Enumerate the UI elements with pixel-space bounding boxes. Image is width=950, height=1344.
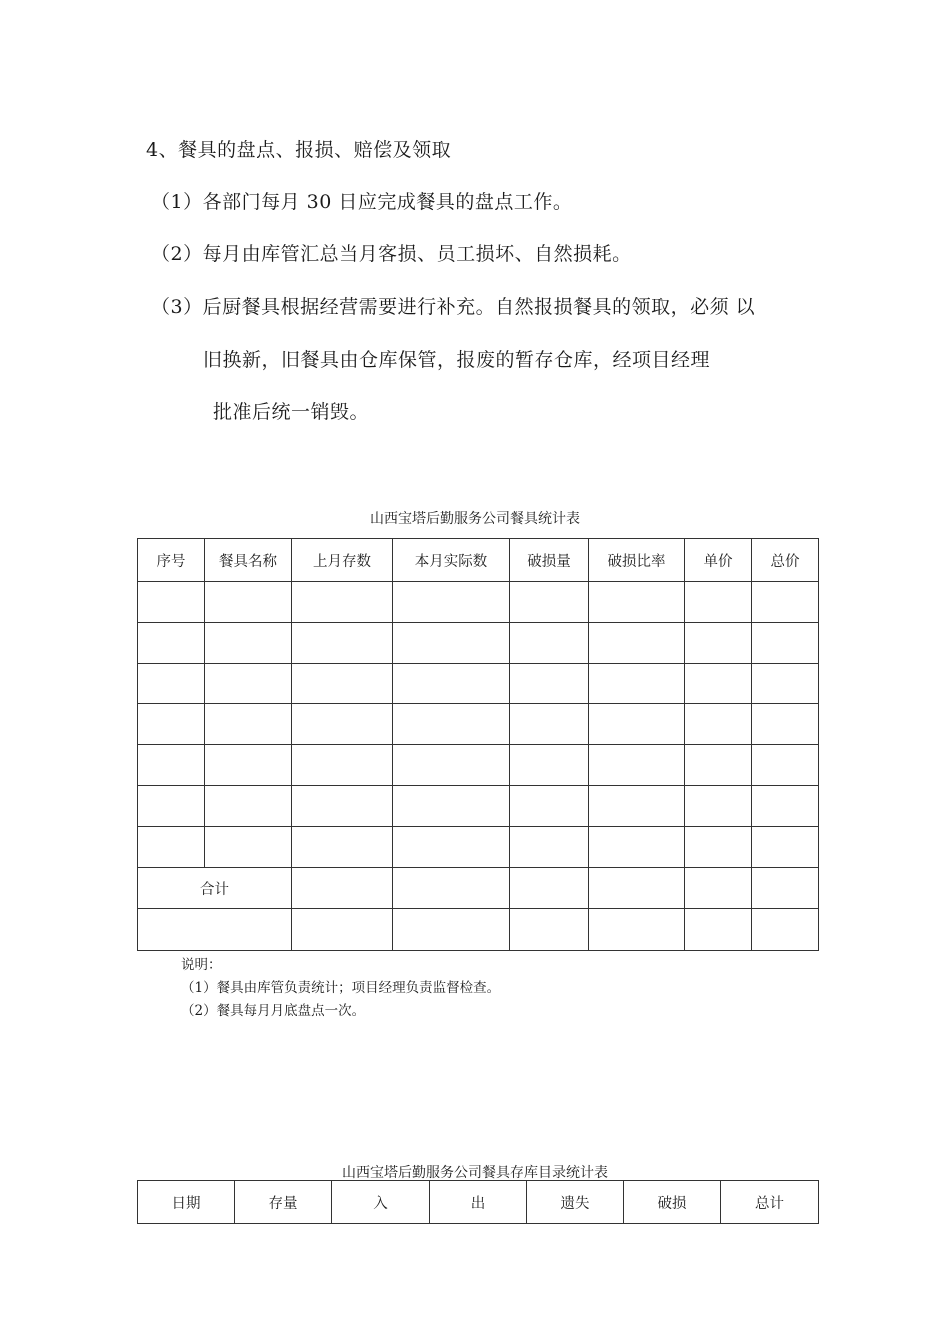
header-cell: 出 — [430, 1181, 527, 1224]
table-cell[interactable] — [393, 582, 510, 623]
section-item-3: （3）后厨餐具根据经营需要进行补充。自然报损餐具的领取，必须 以 — [151, 296, 756, 318]
table-cell[interactable] — [589, 664, 685, 704]
table-cell[interactable] — [752, 868, 819, 909]
table-cell[interactable] — [752, 623, 819, 664]
table-cell[interactable] — [589, 786, 685, 827]
section-item-3-line-3: 批准后统一销毁。 — [213, 401, 370, 423]
header-cell: 上月存数 — [292, 539, 393, 582]
table-cell[interactable] — [685, 827, 752, 868]
table-cell[interactable] — [138, 664, 205, 704]
table-cell[interactable] — [393, 623, 510, 664]
table-cell[interactable] — [589, 909, 685, 951]
table-cell[interactable] — [510, 909, 589, 951]
table-cell[interactable] — [205, 704, 292, 745]
section-item-3-line-2: 旧换新，旧餐具由仓库保管，报废的暂存仓库，经项目经理 — [203, 349, 711, 371]
table-cell[interactable] — [510, 664, 589, 704]
table-cell[interactable] — [752, 909, 819, 951]
header-cell: 存量 — [235, 1181, 332, 1224]
table-cell[interactable] — [685, 623, 752, 664]
table-header-row — [138, 539, 819, 582]
table-row — [138, 704, 819, 745]
table-cell[interactable] — [685, 868, 752, 909]
table-cell[interactable] — [752, 827, 819, 868]
table-cell[interactable] — [205, 786, 292, 827]
header-cell: 入 — [332, 1181, 430, 1224]
table-row — [138, 909, 819, 951]
table-cell[interactable] — [510, 582, 589, 623]
table1-title: 山西宝塔后勤服务公司餐具统计表 — [370, 511, 580, 527]
table-row — [138, 664, 819, 704]
section-item-2: （2）每月由库管汇总当月客损、员工损坏、自然损耗。 — [151, 243, 632, 265]
table-cell[interactable] — [752, 704, 819, 745]
tableware-stats-table — [137, 538, 819, 951]
header-cell: 遗失 — [527, 1181, 624, 1224]
table-cell[interactable] — [685, 704, 752, 745]
header-cell: 序号 — [138, 539, 205, 582]
table-cell[interactable] — [752, 786, 819, 827]
table-cell[interactable] — [292, 582, 393, 623]
header-cell: 餐具名称 — [205, 539, 292, 582]
table-cell[interactable] — [138, 704, 205, 745]
table-cell[interactable] — [138, 582, 205, 623]
table-cell[interactable] — [510, 827, 589, 868]
table-cell[interactable] — [138, 786, 205, 827]
table-cell[interactable] — [393, 909, 510, 951]
table-cell[interactable] — [205, 827, 292, 868]
notes-heading: 说明： — [181, 957, 222, 973]
table-cell[interactable] — [205, 664, 292, 704]
table-cell[interactable] — [393, 827, 510, 868]
table-cell[interactable] — [589, 827, 685, 868]
inventory-catalog-table — [137, 1180, 819, 1224]
section-heading: 4、餐具的盘点、报损、赔偿及领取 — [146, 139, 452, 161]
table-cell[interactable] — [138, 745, 205, 786]
header-cell: 总计 — [721, 1181, 819, 1224]
table-cell[interactable] — [393, 868, 510, 909]
table2-title: 山西宝塔后勤服务公司餐具存库目录统计表 — [342, 1165, 608, 1181]
table-cell[interactable] — [205, 623, 292, 664]
table-cell[interactable] — [752, 745, 819, 786]
note-item-1: （1）餐具由库管负责统计；项目经理负责监督检查。 — [181, 980, 501, 996]
table-cell[interactable] — [292, 786, 393, 827]
header-cell: 本月实际数 — [393, 539, 510, 582]
table-cell[interactable] — [510, 868, 589, 909]
note-item-2: （2）餐具每月月底盘点一次。 — [181, 1003, 366, 1019]
table-cell[interactable] — [752, 582, 819, 623]
table-cell[interactable] — [685, 909, 752, 951]
table-cell[interactable] — [393, 745, 510, 786]
table-cell[interactable] — [292, 745, 393, 786]
header-cell: 破损 — [624, 1181, 721, 1224]
table-cell[interactable] — [589, 704, 685, 745]
section-item-1: （1）各部门每月 30 日应完成餐具的盘点工作。 — [151, 191, 573, 213]
table-cell[interactable] — [393, 704, 510, 745]
table-cell[interactable] — [510, 745, 589, 786]
header-cell: 总价 — [752, 539, 819, 582]
table-row — [138, 623, 819, 664]
table-cell[interactable] — [138, 909, 292, 951]
table-cell[interactable] — [292, 664, 393, 704]
table-cell[interactable] — [752, 664, 819, 704]
table-cell[interactable] — [589, 582, 685, 623]
table-row — [138, 582, 819, 623]
table-cell[interactable] — [685, 786, 752, 827]
table-cell[interactable] — [589, 745, 685, 786]
table-cell[interactable] — [205, 582, 292, 623]
table-cell[interactable] — [685, 664, 752, 704]
header-cell: 日期 — [138, 1181, 235, 1224]
header-cell: 破损比率 — [589, 539, 685, 582]
table-row — [138, 827, 819, 868]
header-cell: 单价 — [685, 539, 752, 582]
total-row — [138, 868, 819, 909]
total-label: 合计 — [138, 868, 292, 909]
table-cell[interactable] — [292, 868, 393, 909]
table-cell[interactable] — [685, 745, 752, 786]
table-cell[interactable] — [292, 623, 393, 664]
table-cell[interactable] — [510, 786, 589, 827]
table-cell[interactable] — [138, 827, 205, 868]
table-cell[interactable] — [685, 582, 752, 623]
table-cell[interactable] — [589, 623, 685, 664]
table-cell[interactable] — [292, 704, 393, 745]
table-cell[interactable] — [292, 827, 393, 868]
header-cell: 破损量 — [510, 539, 589, 582]
table-cell[interactable] — [292, 909, 393, 951]
table-cell[interactable] — [393, 664, 510, 704]
table-cell[interactable] — [205, 745, 292, 786]
table-cell[interactable] — [393, 786, 510, 827]
table-cell[interactable] — [138, 623, 205, 664]
table-header-row — [138, 1181, 819, 1224]
table-cell[interactable] — [510, 623, 589, 664]
table-cell[interactable] — [589, 868, 685, 909]
table-cell[interactable] — [510, 704, 589, 745]
table-row — [138, 786, 819, 827]
table-row — [138, 745, 819, 786]
